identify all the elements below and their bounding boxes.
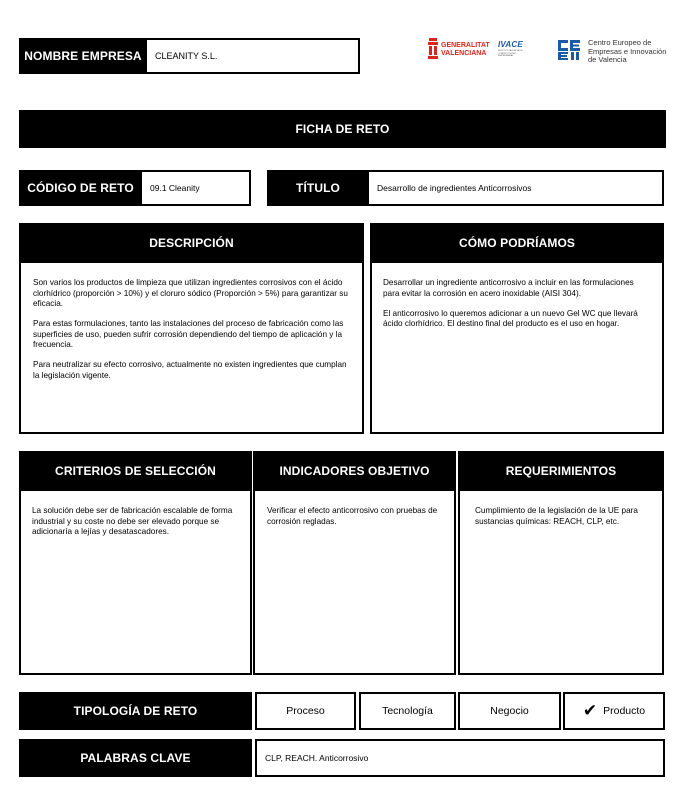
requerimientos-body (458, 489, 664, 675)
ceei-line2: Empresas e Innovación (588, 46, 667, 56)
descripcion-header: DESCRIPCIÓN (19, 223, 364, 263)
titulo-value: Desarrollo de ingredientes Anticorrosivos (367, 170, 664, 206)
palabras-label: PALABRAS CLAVE (19, 739, 252, 777)
descripcion-body (19, 261, 364, 434)
ceei-logo (556, 38, 671, 64)
criterios-header: CRITERIOS DE SELECCIÓN (19, 451, 252, 491)
tipologia-option-negocio[interactable] (458, 692, 561, 730)
criterios-text: La solución debe ser de fabricación escalable de forma industrial y su coste no debe ser elevado porque se adicionaría a lejías y desatascadores. (32, 506, 233, 536)
descripcion-paragraph-1: Son varios los productos de limpieza que utilizan ingredientes corrosivos con el ácido clorhídrico (proporción > 10%) y el cloruro sódico (Proporción > 5%) para garantizar su eficacia. (33, 278, 348, 308)
tipologia-option-label: Proceso (286, 705, 325, 717)
tipologia-option-label: Tecnología (382, 705, 433, 717)
como-paragraph-1: Desarrollar un ingrediente anticorrosivo a incluir en las formulaciones para evitar la corrosión en acero inoxidable (AISI 304). (383, 278, 634, 298)
indicadores-header: INDICADORES OBJETIVO (253, 451, 456, 491)
descripcion-paragraph-2: Para estas formulaciones, tanto las instalaciones del proceso de fabricación como las superficies de uso, pueden sufrir corrosión dependiendo del tiempo de aplicación y la frecuencia. (33, 319, 344, 349)
tipologia-option-tecnologia[interactable] (359, 692, 456, 730)
ivace-name: IVACE (498, 40, 523, 49)
tipologia-label: TIPOLOGÍA DE RETO (19, 692, 252, 730)
titulo-label: TÍTULO (267, 170, 369, 206)
tipologia-option-proceso[interactable] (255, 692, 356, 730)
palabras-value: CLP, REACH. Anticorrosivo (255, 739, 665, 777)
ceei-mark-icon (556, 38, 584, 62)
requerimientos-text: Cumplimiento de la legislación de la UE para sustancias químicas: REACH, CLP, etc. (475, 506, 638, 526)
code-label: CÓDIGO DE RETO (19, 170, 142, 206)
como-body (370, 261, 664, 434)
tipologia-option-label: Negocio (490, 705, 529, 717)
page-title: FICHA DE RETO (19, 110, 666, 148)
requerimientos-header: REQUERIMIENTOS (458, 451, 664, 491)
criterios-body (19, 489, 252, 675)
code-value: 09.1 Cleanity (140, 170, 251, 206)
company-value: CLEANITY S.L. (145, 38, 360, 74)
ivace-subtitle: INSTITUT VALENCIÀ DE COMPETITIVITAT EMPRESARIAL (498, 50, 523, 58)
descripcion-paragraph-3: Para neutralizar su efecto corrosivo, actualmente no existen ingredientes que cumplan la legislación vigente. (33, 360, 347, 380)
indicadores-body (253, 489, 456, 675)
gva-emblem-icon (427, 38, 439, 62)
como-paragraph-2: El anticorrosivo lo queremos adicionar a un nuevo Gel WC que llevará ácido clorhídrico. El destino final del producto es el uso en hogar. (383, 308, 638, 328)
gva-logo (427, 38, 497, 64)
check-icon: ✔ (582, 701, 598, 721)
ceei-line3: de Valencia (588, 55, 627, 64)
ceei-line1: Centro Europeo de (588, 38, 652, 47)
ivace-logo (498, 40, 538, 62)
tipologia-option-label: Producto (603, 705, 646, 717)
gva-line1: GENERALITAT (441, 42, 490, 49)
indicadores-text: Verificar el efecto anticorrosivo con pruebas de corrosión regladas. (267, 506, 438, 526)
gva-line2: VALENCIANA (441, 50, 487, 57)
tipologia-option-producto[interactable] (563, 692, 665, 730)
company-label: NOMBRE EMPRESA (19, 38, 147, 74)
como-header: CÓMO PODRÍAMOS (370, 223, 664, 263)
